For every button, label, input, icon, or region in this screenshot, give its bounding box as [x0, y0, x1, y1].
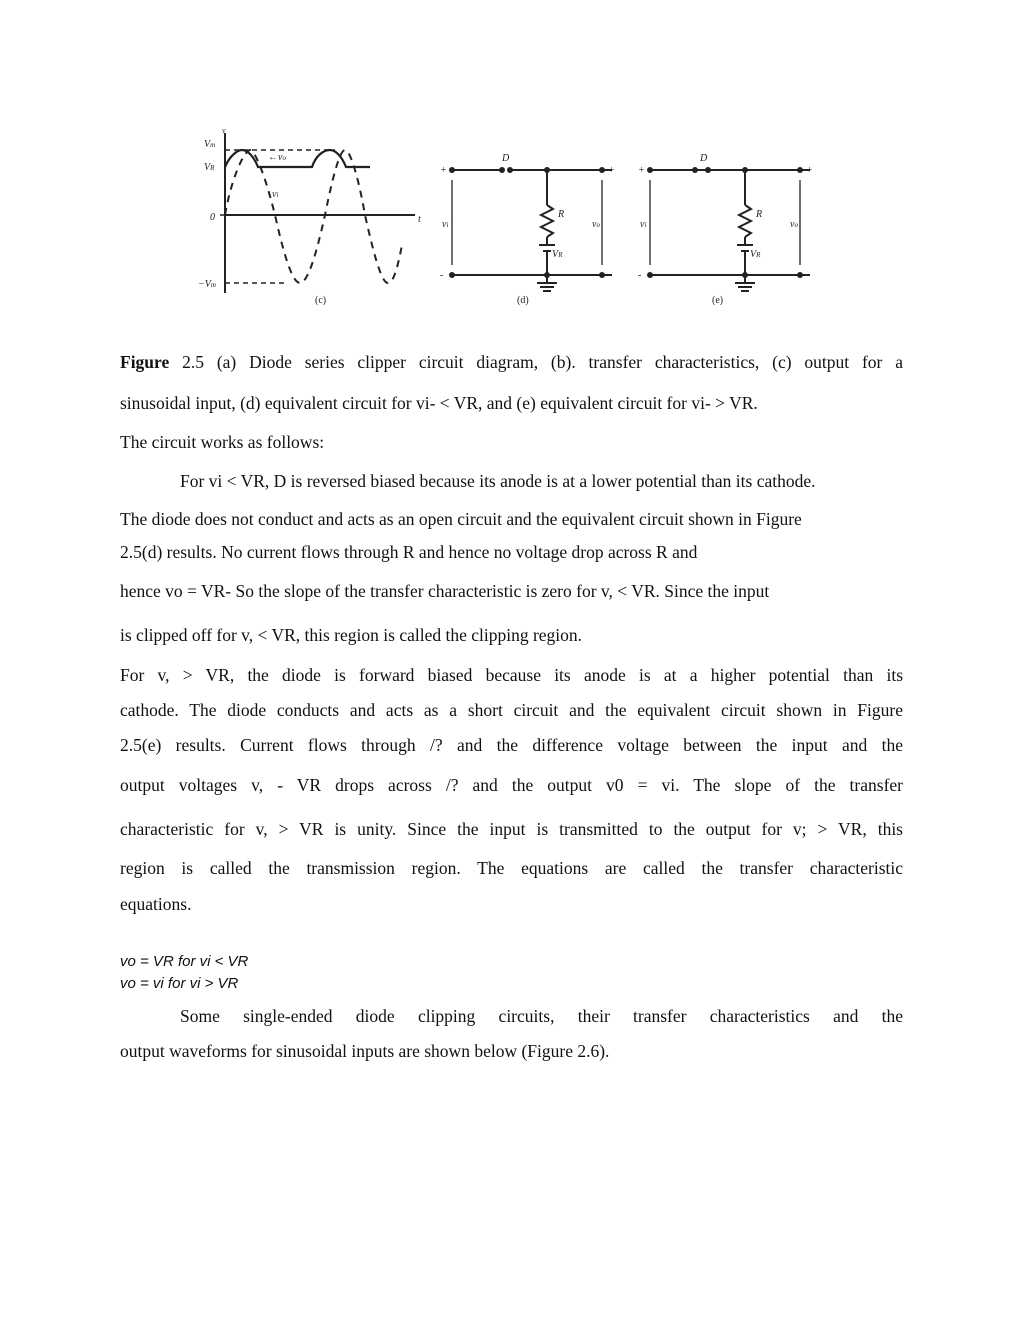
- body-line-3: The diode does not conduct and acts as an open circuit and the equivalent circuit shown in Figure: [120, 509, 802, 529]
- source-label-e: VR: [750, 249, 761, 260]
- resistor-symbol: [541, 205, 553, 237]
- caption-bold: Figure: [120, 352, 170, 372]
- panel-d-label: (d): [517, 295, 529, 306]
- closing-line-1: Some single-ended diode clipping circuits, their transfer characteristics and the: [180, 1006, 903, 1026]
- figure-diagram: [190, 125, 830, 310]
- body-line-13: equations.: [120, 894, 192, 914]
- body-line-6: is clipped off for v, < VR, this region is called the clipping region.: [120, 625, 583, 645]
- plus-out-d: +: [608, 165, 615, 176]
- zero-label: 0: [210, 212, 215, 223]
- plus-in-d: +: [440, 165, 447, 176]
- body-line-8: cathode. The diode conducts and acts as a short circuit and the equivalent circuit shown in Figure: [120, 700, 903, 720]
- resistor-label-e: R: [756, 209, 763, 220]
- body-line-1: The circuit works as follows:: [120, 432, 325, 452]
- closing-line-2: output waveforms for sinusoidal inputs are shown below (Figure 2.6).: [120, 1041, 610, 1061]
- v-axis-label: v: [222, 126, 226, 135]
- equation-1: vo = VR for vi < VR: [120, 953, 249, 970]
- minus-out-d: -: [608, 270, 612, 281]
- figure-2-5: [190, 125, 830, 310]
- panel-c-label: (c): [315, 295, 327, 306]
- plus-in-e: +: [638, 165, 645, 176]
- minus-in-e: -: [638, 270, 642, 281]
- source-label-d: VR: [552, 249, 563, 260]
- body-line-10: output voltages v, - VR drops across /? and the output v0 = vi. The slope of the transfer: [120, 775, 903, 795]
- vi-input-wave: [225, 150, 402, 283]
- diode-label-e: D: [700, 153, 708, 164]
- body-line-11: characteristic for v, > VR is unity. Since the input is transmitted to the output for v; > VR, this: [120, 819, 903, 839]
- vm-label: Vm: [204, 139, 216, 150]
- circuit-d-panel: [440, 153, 615, 306]
- vi-wave-label: vi: [272, 189, 279, 200]
- minus-out-e: -: [806, 270, 810, 281]
- body-line-4: 2.5(d) results. No current flows through R and hence no voltage drop across R and: [120, 542, 698, 562]
- circuit-e-panel: [638, 153, 813, 306]
- input-label-e: vi: [640, 219, 647, 230]
- plus-out-e: +: [806, 165, 813, 176]
- waveform-panel: [220, 133, 415, 293]
- body-line-5: hence vo = VR- So the slope of the transfer characteristic is zero for v, < VR. Since the input: [120, 581, 770, 601]
- caption-line-1: [120, 352, 903, 373]
- panel-e-label: (e): [712, 295, 724, 306]
- minus-in-d: -: [440, 270, 444, 281]
- equation-2: vo = vi for vi > VR: [120, 975, 239, 992]
- resistor-label-d: R: [558, 209, 565, 220]
- resistor-symbol-e: [739, 205, 751, 237]
- body-line-9: 2.5(e) results. Current flows through /? and the difference voltage between the input and the: [120, 735, 903, 755]
- diode-label-d: D: [502, 153, 510, 164]
- output-label-e: vo: [790, 219, 798, 230]
- vr-axis-label: VR: [204, 162, 215, 173]
- t-axis-label: t: [418, 214, 421, 225]
- body-line-7: For v, > VR, the diode is forward biased because its anode is at a higher potential than its: [120, 665, 903, 685]
- body-line-2: For vi < VR, D is reversed biased because its anode is at a lower potential than its cathode.: [180, 471, 816, 491]
- input-label-d: vi: [442, 219, 449, 230]
- body-line-12: region is called the transmission region. The equations are called the transfer characteristic: [120, 858, 903, 878]
- output-label-d: vo: [592, 219, 600, 230]
- vo-wave-label: ←vo: [268, 152, 286, 163]
- neg-vm-label: −Vm: [198, 279, 216, 290]
- caption-line-1-text: 2.5 (a) Diode series clipper circuit diagram, (b). transfer characteristics, (c) output for a: [169, 352, 903, 372]
- caption-line-2: sinusoidal input, (d) equivalent circuit for vi- < VR, and (e) equivalent circuit for vi- > VR.: [120, 393, 758, 413]
